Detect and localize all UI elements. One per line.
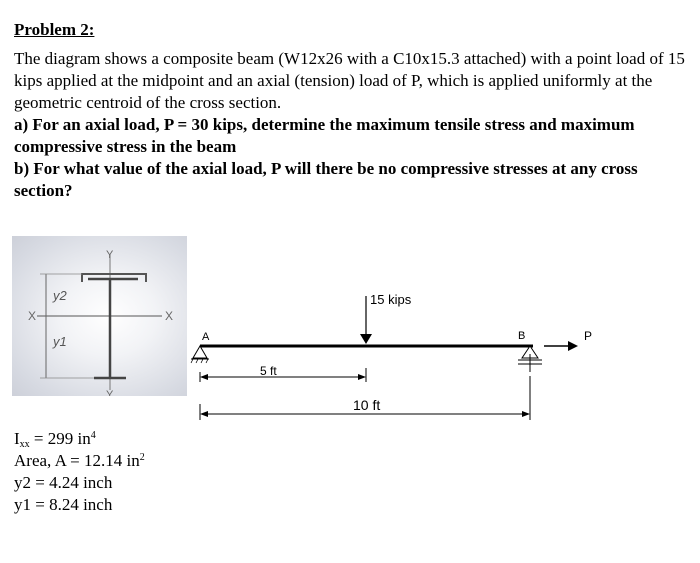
y1-label: y1 — [53, 334, 67, 349]
dimension-10ft-label: 10 ft — [353, 397, 381, 413]
axial-load-arrow — [544, 341, 578, 351]
support-a-label: A — [202, 331, 210, 343]
moment-of-inertia — [14, 428, 145, 450]
question-part-b: b) For what value of the axial load, P will there be no compressive stresses at any cross section? — [14, 159, 638, 200]
area-value: Area, A = 12.14 in — [14, 451, 140, 470]
ixx-exponent: 4 — [90, 430, 96, 441]
y-axis-label-bottom: Y — [106, 389, 114, 396]
y-axis-label-top: Y — [106, 249, 114, 261]
beam-diagram — [188, 280, 618, 430]
support-b-label: B — [518, 330, 526, 342]
ixx-subscript: xx — [19, 439, 30, 450]
dimension-5ft — [200, 368, 366, 382]
cross-section-drawing — [12, 236, 187, 396]
problem-title: Problem 2: — [14, 20, 95, 39]
dimension-5ft-label: 5 ft — [260, 364, 277, 378]
pin-support-a — [191, 346, 209, 363]
area-exponent: 2 — [139, 452, 145, 463]
section-properties — [14, 428, 145, 516]
x-axis-label-right: X — [165, 309, 174, 323]
problem-intro: The diagram shows a composite beam (W12x26 with a C10x15.3 attached) with a point load of 15 kips applied at the midpoint and an axial (tension) load of P, which is applied uniformly at the geometric centroid of the cross section. — [14, 49, 685, 112]
y1-property: y1 = 8.24 inch — [14, 495, 113, 514]
ixx-value: = 299 in — [29, 429, 91, 448]
problem-statement — [14, 48, 694, 202]
area-property — [14, 450, 145, 472]
cross-section-figure — [12, 236, 187, 396]
ixx-symbol: I — [14, 429, 20, 448]
y2-label: y2 — [53, 288, 67, 303]
question-part-a: a) For an axial load, P = 30 kips, determine the maximum tensile stress and maximum compressive stress in the beam — [14, 115, 635, 156]
x-axis-label-left: X — [28, 309, 37, 323]
axial-load-label: P — [584, 329, 593, 343]
roller-support-b — [518, 346, 542, 372]
y2-property: y2 = 4.24 inch — [14, 473, 113, 492]
point-load-label: 15 kips — [370, 292, 412, 307]
